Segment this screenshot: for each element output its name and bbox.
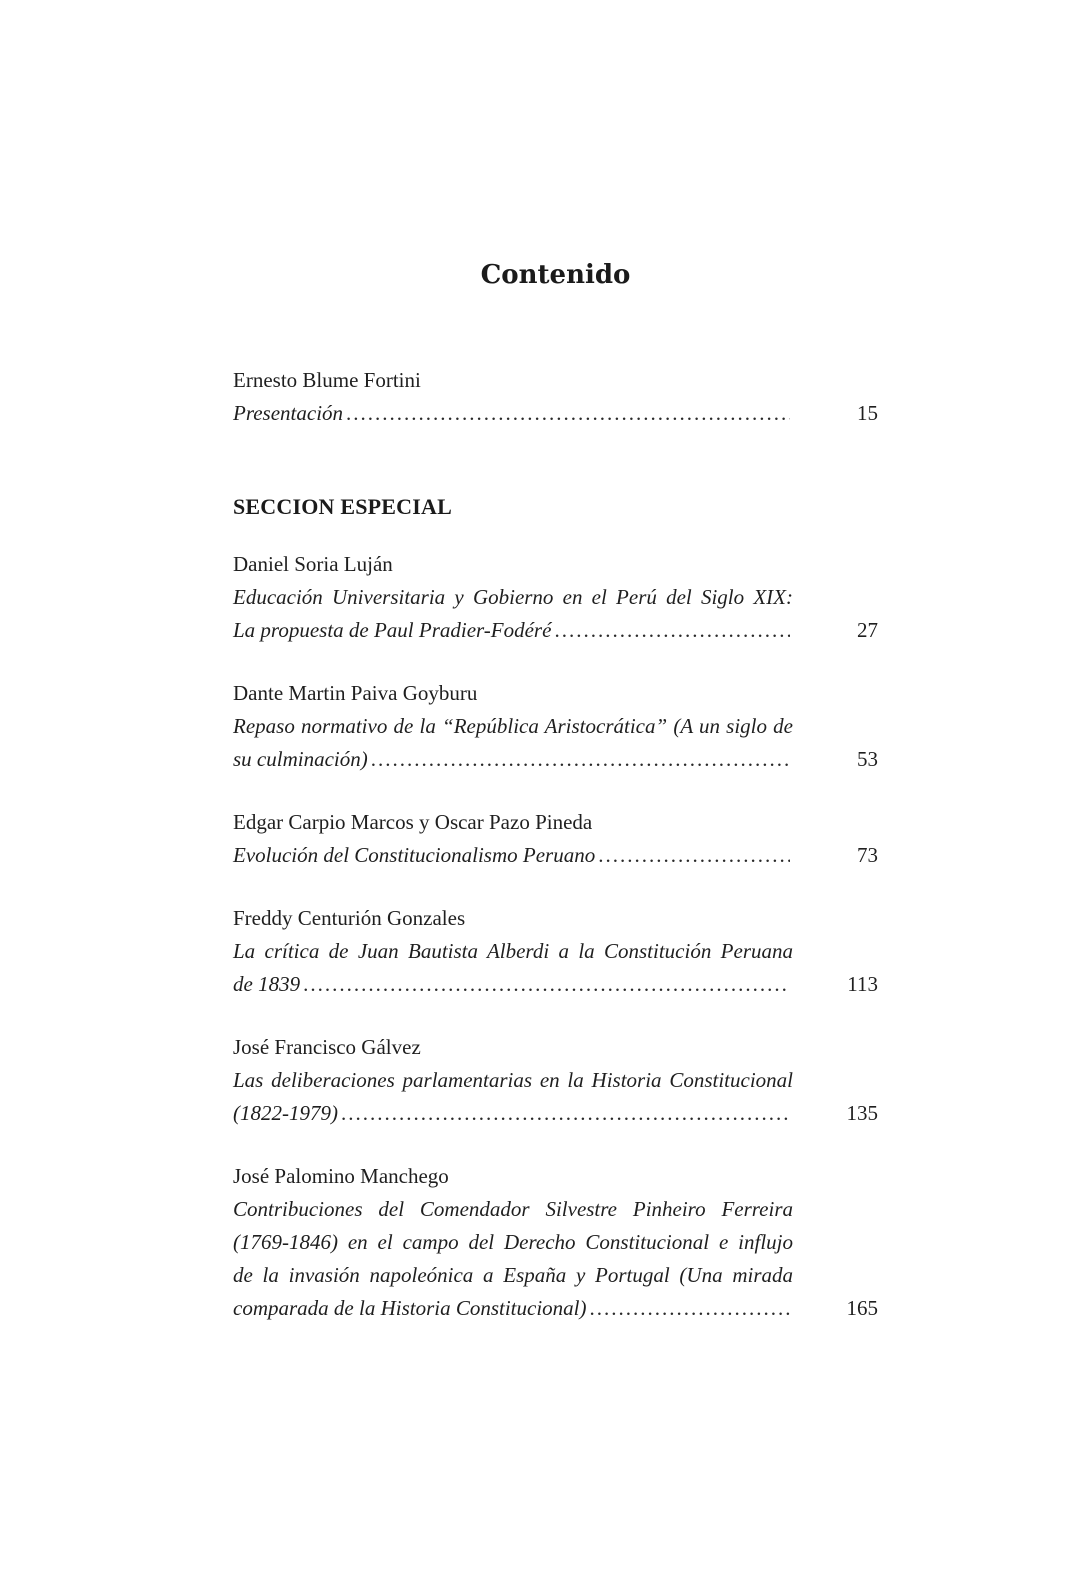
entry-title-last-line bbox=[233, 1292, 878, 1325]
entry-title-line: (1769-1846) en el campo del Derecho Constitucional e influjo bbox=[233, 1230, 793, 1254]
toc-entry bbox=[233, 677, 878, 776]
entry-title-last-line bbox=[233, 1097, 878, 1130]
entry-author: Edgar Carpio Marcos y Oscar Pazo Pineda bbox=[233, 810, 593, 834]
entry-title-line: Repaso normativo de la “República Aristocrática” (A un siglo de bbox=[233, 714, 793, 738]
entry-title-lines bbox=[233, 710, 878, 743]
entry-title-last-line bbox=[233, 968, 878, 1001]
entry-author: Dante Martin Paiva Goyburu bbox=[233, 681, 478, 705]
entry-title-lines bbox=[233, 1064, 878, 1097]
entry-title-last-line bbox=[233, 839, 878, 872]
entry-page-number: 15 bbox=[857, 401, 878, 425]
entry-page-number: 27 bbox=[857, 618, 878, 642]
dot-leader bbox=[341, 1097, 790, 1130]
entry-title-last-line bbox=[233, 743, 878, 776]
entry-title-lines bbox=[233, 581, 878, 614]
entry-page-number: 113 bbox=[847, 972, 878, 996]
entry-title-line: Educación Universitaria y Gobierno en el Perú del Siglo XIX: bbox=[233, 585, 793, 609]
entry-author: José Palomino Manchego bbox=[233, 1164, 449, 1188]
page-title: Contenido bbox=[480, 260, 631, 290]
entry-title-lines bbox=[233, 1193, 878, 1292]
entry-title-last-line bbox=[233, 614, 878, 647]
entry-title: La propuesta de Paul Pradier-Fodéré bbox=[233, 618, 552, 642]
entry-author: Daniel Soria Luján bbox=[233, 552, 393, 576]
entry-page-number: 73 bbox=[857, 843, 878, 867]
entry-title: Evolución del Constitucionalismo Peruano bbox=[233, 843, 596, 867]
entry-title-lines bbox=[233, 935, 878, 968]
entry-title: (1822-1979) bbox=[233, 1101, 338, 1125]
entry-title: comparada de la Historia Constitucional) bbox=[233, 1296, 587, 1320]
dot-leader bbox=[303, 968, 790, 1001]
entry-author: José Francisco Gálvez bbox=[233, 1035, 421, 1059]
toc-entry bbox=[233, 806, 878, 872]
toc-entry bbox=[233, 548, 878, 647]
dot-leader bbox=[598, 839, 790, 872]
entry-title-line: Contribuciones del Comendador Silvestre Pinheiro Ferreira bbox=[233, 1197, 793, 1221]
toc-entry bbox=[233, 1031, 878, 1130]
entry-page-number: 135 bbox=[846, 1101, 878, 1125]
entry-page-number: 53 bbox=[857, 747, 878, 771]
entry-title: su culminación) bbox=[233, 747, 368, 771]
dot-leader bbox=[346, 397, 790, 430]
entry-page-number: 165 bbox=[846, 1296, 878, 1320]
entry-title-line: La crítica de Juan Bautista Alberdi a la Constitución Peruana bbox=[233, 939, 793, 963]
entry-author: Ernesto Blume Fortini bbox=[233, 368, 421, 392]
front-entries bbox=[233, 364, 878, 430]
entry-author: Freddy Centurión Gonzales bbox=[233, 906, 466, 930]
entry-title: Presentación bbox=[233, 401, 344, 425]
entry-title-line: de la invasión napoleónica a España y Portugal (Una mirada bbox=[233, 1263, 793, 1287]
entry-title: de 1839 bbox=[233, 972, 301, 996]
entry-title-last-line bbox=[233, 397, 878, 430]
toc-entry bbox=[233, 902, 878, 1001]
toc-entry bbox=[233, 1160, 878, 1325]
dot-leader bbox=[554, 614, 790, 647]
section-heading: SECCION ESPECIAL bbox=[233, 494, 452, 519]
dot-leader bbox=[371, 743, 790, 776]
entry-title-line: Las deliberaciones parlamentarias en la Historia Constitucional bbox=[233, 1068, 793, 1092]
dot-leader bbox=[590, 1292, 791, 1325]
toc-entry bbox=[233, 364, 878, 430]
section-entries bbox=[233, 548, 878, 1325]
